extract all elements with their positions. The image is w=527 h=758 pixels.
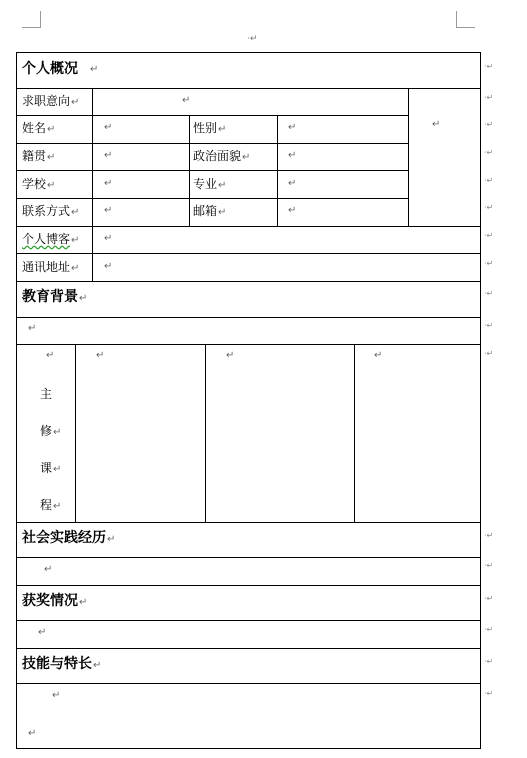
course-cell-2: ↵ xyxy=(226,350,235,361)
awards-body: ↵ xyxy=(38,627,47,638)
blog-value: ↵ xyxy=(104,233,113,244)
practice-body: ↵ xyxy=(44,564,53,575)
school-value: ↵ xyxy=(104,178,113,189)
label-major: 专业↵ xyxy=(193,177,227,191)
row-end-mark: ·↵ xyxy=(484,561,494,570)
courses-mark: ↵ xyxy=(46,350,55,361)
skills-body-2: ↵ xyxy=(28,728,37,739)
courses-char-3: 课↵ xyxy=(40,461,62,475)
course-cell-3: ↵ xyxy=(374,350,383,361)
row-end-mark: ·↵ xyxy=(484,531,494,540)
courses-char-2: 修↵ xyxy=(40,424,62,438)
photo-cell: ↵ xyxy=(432,119,441,130)
label-address: 通讯地址↵ xyxy=(22,260,80,274)
row-end-mark: ·↵ xyxy=(484,62,494,71)
paragraph-mark-top: ·↵ xyxy=(247,34,258,44)
political-status-value: ↵ xyxy=(288,150,297,161)
skills-body-1: ↵ xyxy=(52,690,61,701)
row-end-mark: ·↵ xyxy=(484,148,494,157)
course-cell-1: ↵ xyxy=(96,350,105,361)
paragraph-mark: ↵ xyxy=(90,64,99,75)
row-end-mark: ·↵ xyxy=(484,349,494,358)
section-title-awards: 获奖情况↵ xyxy=(22,593,88,609)
education-body: ↵ xyxy=(28,323,37,334)
label-contact: 联系方式↵ xyxy=(22,204,80,218)
row-end-mark: ·↵ xyxy=(484,259,494,268)
row-end-mark: ·↵ xyxy=(484,176,494,185)
row-end-mark: ·↵ xyxy=(484,625,494,634)
name-value: ↵ xyxy=(104,122,113,133)
label-name: 姓名↵ xyxy=(22,121,56,135)
row-end-mark: ·↵ xyxy=(484,203,494,212)
label-gender: 性别↵ xyxy=(193,121,227,135)
section-title-education: 教育背景↵ xyxy=(22,289,88,305)
contact-value: ↵ xyxy=(104,205,113,216)
label-job-intention: 求职意向↵ xyxy=(22,94,80,108)
row-end-mark: ·↵ xyxy=(484,93,494,102)
crop-mark-top-left xyxy=(22,11,41,28)
row-end-mark: ·↵ xyxy=(484,657,494,666)
native-place-value: ↵ xyxy=(104,150,113,161)
address-value: ↵ xyxy=(104,261,113,272)
email-value: ↵ xyxy=(288,205,297,216)
label-blog: 个人博客↵ xyxy=(22,232,80,246)
label-political-status: 政治面貌↵ xyxy=(193,149,251,163)
courses-char-1: 主 xyxy=(40,387,53,401)
courses-char-4: 程↵ xyxy=(40,498,62,512)
row-end-mark: ·↵ xyxy=(484,289,494,298)
row-end-mark: ·↵ xyxy=(484,689,494,698)
crop-mark-top-right xyxy=(456,11,475,28)
section-title-skills: 技能与特长↵ xyxy=(22,656,102,672)
row-end-mark: ·↵ xyxy=(484,120,494,129)
major-value: ↵ xyxy=(288,178,297,189)
section-title-overview: 个人概况 xyxy=(22,61,78,77)
row-end-mark: ·↵ xyxy=(484,594,494,603)
job-intention-value: ↵ xyxy=(182,95,191,106)
gender-value: ↵ xyxy=(288,122,297,133)
label-school: 学校↵ xyxy=(22,177,56,191)
row-end-mark: ·↵ xyxy=(484,231,494,240)
section-title-practice: 社会实践经历↵ xyxy=(22,530,116,546)
label-email: 邮箱↵ xyxy=(193,204,227,218)
row-end-mark: ·↵ xyxy=(484,321,494,330)
label-native-place: 籍贯↵ xyxy=(22,149,56,163)
